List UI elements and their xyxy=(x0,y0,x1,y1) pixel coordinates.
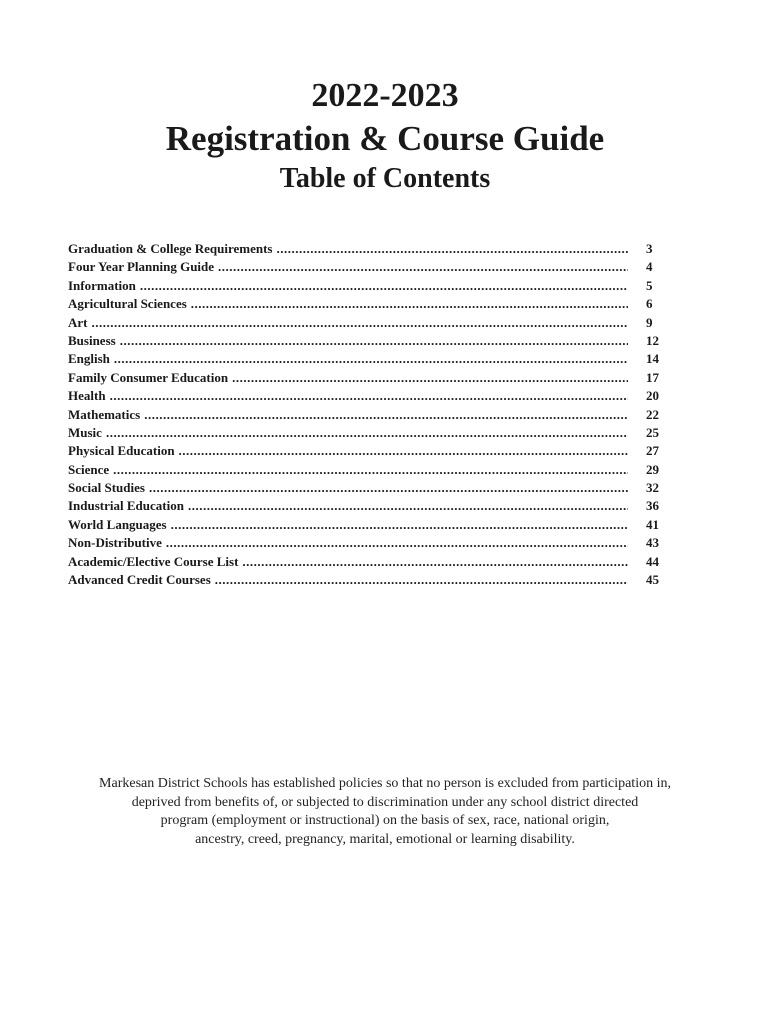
toc-entry-page: 4 xyxy=(646,259,653,275)
toc-entry-page: 12 xyxy=(646,332,659,348)
toc-dot-leader xyxy=(242,553,628,571)
toc-entry-title: Family Consumer Education xyxy=(68,369,229,385)
toc-entry-title: Advanced Credit Courses xyxy=(68,572,211,588)
toc-entry xyxy=(68,406,674,424)
toc-entry-page: 22 xyxy=(646,406,659,422)
toc-entry-page: 14 xyxy=(646,351,659,367)
toc-entry-title: Business xyxy=(68,332,116,348)
toc-entry xyxy=(68,350,674,368)
notice-line: program (employment or instructional) on the basis of sex, race, national origin, xyxy=(160,813,610,828)
toc-entry-page: 45 xyxy=(646,572,659,588)
toc-entry-title: Music xyxy=(68,424,102,440)
table-of-contents xyxy=(68,240,674,589)
toc-entry xyxy=(68,240,674,258)
toc-entry-title: Social Studies xyxy=(68,480,145,496)
toc-entry-page: 6 xyxy=(646,296,653,312)
toc-entry xyxy=(68,277,674,295)
notice-line: Markesan District Schools has established policies so that no person is excluded from participation in, xyxy=(99,776,671,791)
toc-entry-page: 5 xyxy=(646,277,653,293)
notice-line: ancestry, creed, pregnancy, marital, emotional or learning disability. xyxy=(195,831,575,847)
toc-dot-leader xyxy=(92,314,629,332)
toc-entry xyxy=(68,332,674,350)
toc-entry xyxy=(68,424,674,442)
toc-entry-title: World Languages xyxy=(68,516,167,532)
toc-entry-title: Academic/Elective Course List xyxy=(68,553,239,569)
toc-entry-page: 20 xyxy=(646,388,659,404)
toc-dot-leader xyxy=(179,442,628,460)
toc-entry xyxy=(68,461,674,479)
toc-entry-title: Health xyxy=(68,388,106,404)
toc-dot-leader xyxy=(110,387,628,405)
toc-dot-leader xyxy=(171,516,628,534)
notice-line: deprived from benefits of, or subjected to discrimination under any school district directed xyxy=(131,794,639,810)
toc-entry-page: 36 xyxy=(646,498,659,514)
toc-dot-leader xyxy=(149,479,628,497)
toc-entry xyxy=(68,534,674,552)
toc-entry-page: 29 xyxy=(646,461,659,477)
toc-entry-title: Industrial Education xyxy=(68,498,184,514)
toc-entry-title: Graduation & College Requirements xyxy=(68,241,273,256)
toc-entry-page: 44 xyxy=(646,553,659,569)
toc-entry-page: 9 xyxy=(646,314,653,330)
toc-entry-page: 27 xyxy=(646,443,659,459)
toc-entry-page: 25 xyxy=(646,424,659,440)
toc-entry xyxy=(68,369,674,387)
document-title: Registration & Course Guide xyxy=(165,119,605,158)
toc-entry xyxy=(68,442,674,460)
toc-dot-leader xyxy=(120,332,628,350)
toc-entry-title: Information xyxy=(68,277,136,293)
toc-entry xyxy=(68,497,674,515)
toc-entry xyxy=(68,479,674,497)
toc-entry xyxy=(68,571,674,589)
toc-dot-leader xyxy=(215,571,628,589)
toc-entry-title: English xyxy=(68,351,110,367)
toc-dot-leader xyxy=(232,369,628,387)
toc-entry-page: 43 xyxy=(646,535,659,551)
toc-entry-title: Physical Education xyxy=(68,443,175,459)
toc-dot-leader xyxy=(191,295,628,313)
toc-dot-leader xyxy=(277,240,629,258)
toc-dot-leader xyxy=(140,277,628,295)
toc-entry-title: Mathematics xyxy=(68,406,141,422)
toc-entry-page: 3 xyxy=(646,241,653,256)
toc-entry xyxy=(68,553,674,571)
toc-heading: Table of Contents xyxy=(279,163,491,194)
toc-dot-leader xyxy=(114,350,628,368)
toc-entry-title: Agricultural Sciences xyxy=(68,296,187,312)
toc-dot-leader xyxy=(113,461,628,479)
nondiscrimination-notice xyxy=(40,775,730,849)
toc-entry-title: Art xyxy=(68,314,88,330)
toc-dot-leader xyxy=(218,258,628,276)
toc-dot-leader xyxy=(106,424,628,442)
toc-entry xyxy=(68,295,674,313)
toc-entry-title: Science xyxy=(68,461,110,477)
toc-dot-leader xyxy=(166,534,628,552)
toc-entry xyxy=(68,387,674,405)
toc-entry-page: 17 xyxy=(646,369,659,385)
document-year: 2022-2023 xyxy=(311,77,459,114)
toc-entry xyxy=(68,516,674,534)
toc-entry xyxy=(68,314,674,332)
toc-entry-page: 32 xyxy=(646,480,659,496)
toc-dot-leader xyxy=(144,406,628,424)
toc-entry-title: Non-Distributive xyxy=(68,535,162,551)
toc-dot-leader xyxy=(188,497,628,515)
toc-entry-page: 41 xyxy=(646,516,659,532)
toc-entry xyxy=(68,258,674,276)
toc-entry-title: Four Year Planning Guide xyxy=(68,259,215,275)
